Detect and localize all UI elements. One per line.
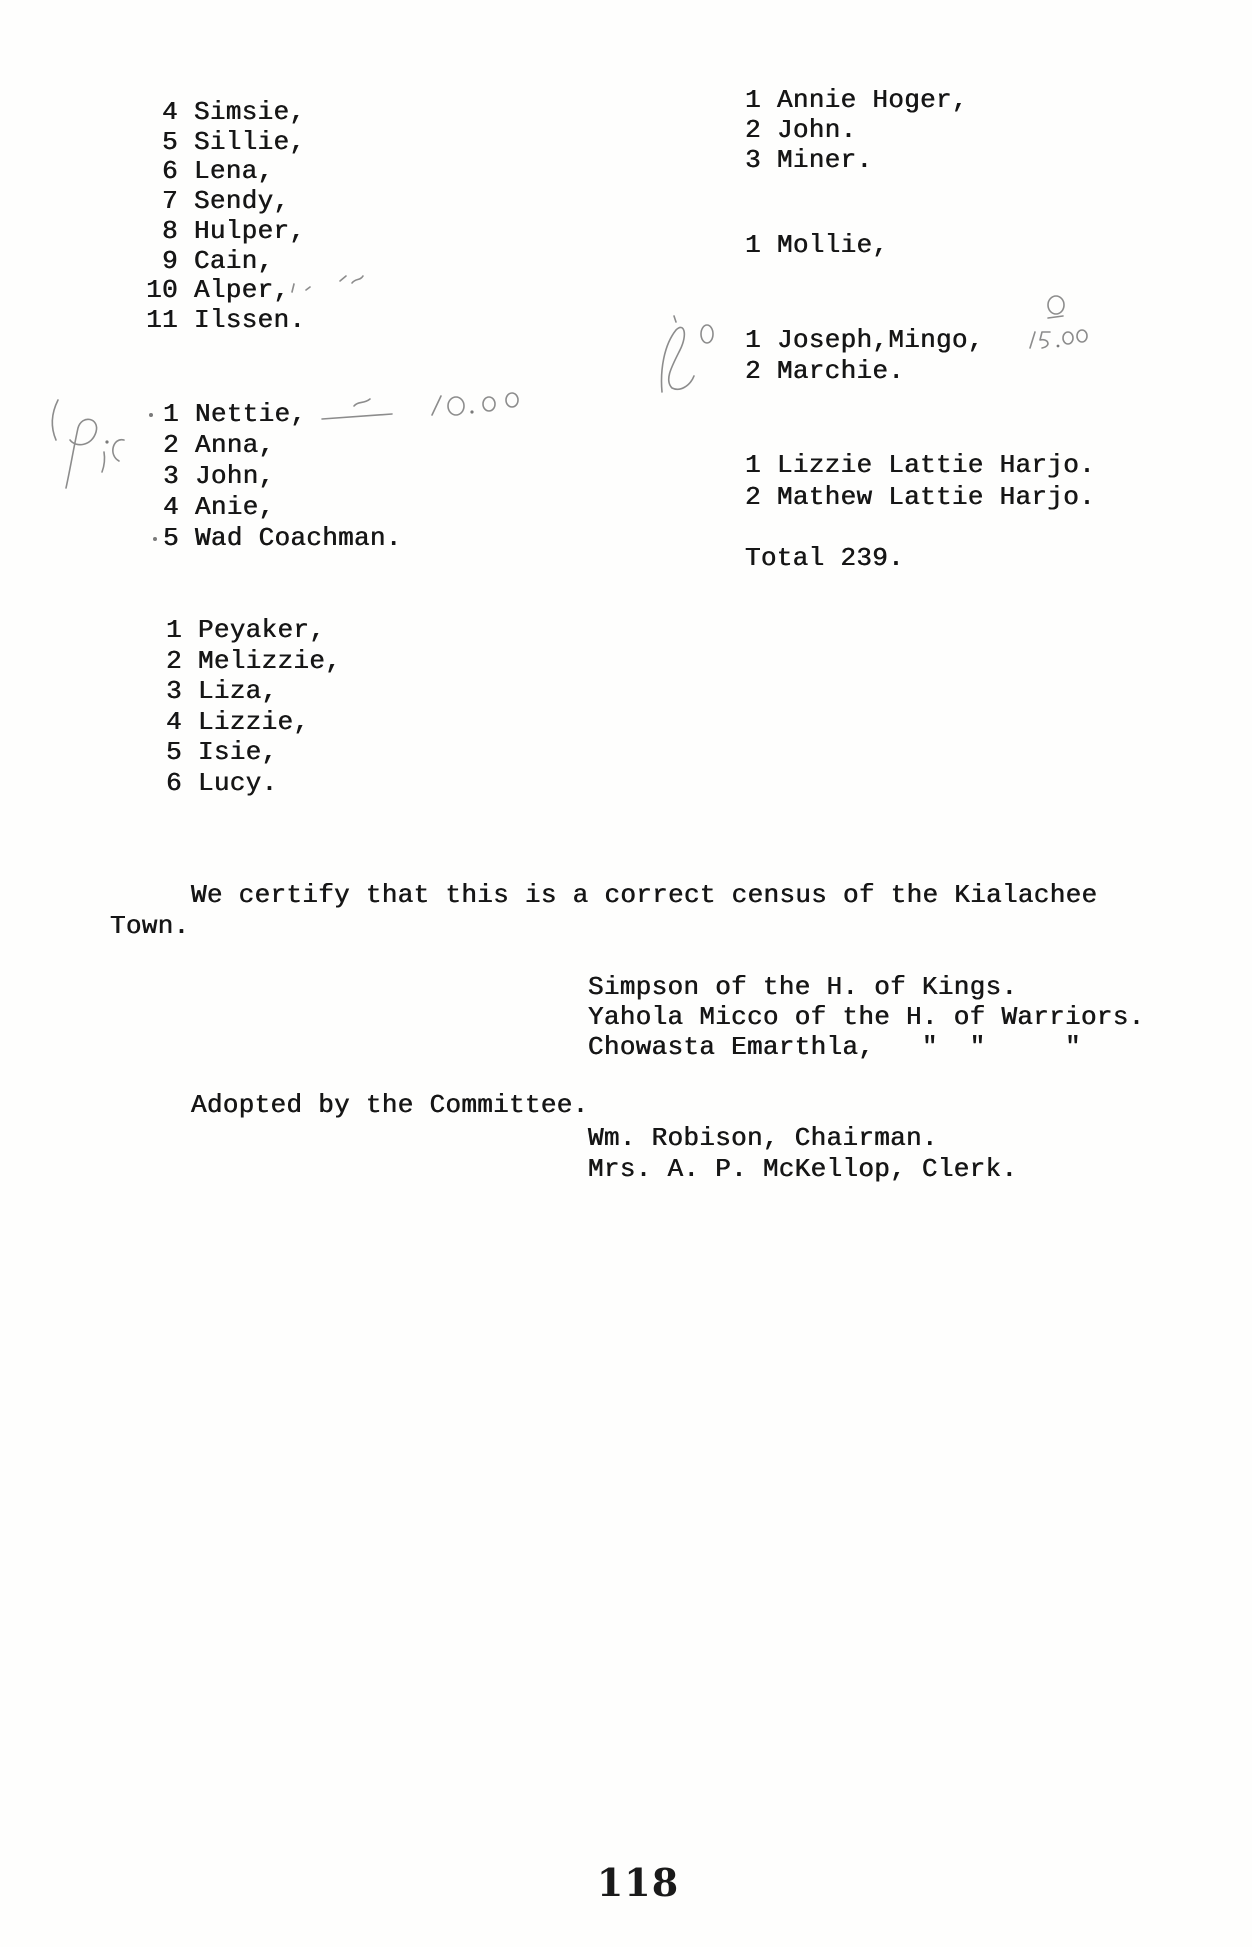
entry-number: 3 [163, 461, 179, 491]
pencil-dot [1057, 345, 1060, 348]
entry-number: 6 [166, 767, 182, 798]
entry-number: 4 [162, 97, 178, 127]
census-entry [146, 157, 305, 187]
census-entry [150, 768, 341, 799]
pencil-stroke [432, 396, 441, 415]
census-entry [150, 737, 341, 768]
entry-name: Alper, [194, 275, 290, 306]
entry-number: 5 [166, 737, 182, 767]
pencil-stroke [306, 287, 310, 290]
entry-name: Peyaker, [198, 615, 326, 645]
census-total: Total 239. [745, 543, 905, 573]
entry-number: 2 [745, 482, 761, 512]
entry-number: 10 [146, 275, 178, 306]
chairman-line: Wm. Robison, Chairman. [588, 1123, 938, 1153]
signers-block [588, 972, 1145, 1062]
entry-name: Anna, [195, 430, 275, 460]
census-group-left-3 [150, 615, 341, 798]
entry-name: Joseph,Mingo, [777, 325, 984, 355]
pencil-mark-mingo [1030, 296, 1087, 348]
pencil-stroke [1040, 332, 1050, 348]
entry-number: 5 [162, 126, 178, 157]
census-entry [150, 646, 341, 677]
entry-name: Mollie, [777, 230, 889, 260]
census-entry [147, 461, 402, 492]
entry-name: Miner. [777, 145, 873, 175]
pencil-stroke [102, 452, 105, 472]
census-entry [745, 85, 968, 115]
entry-name: Mathew Lattie Harjo. [777, 482, 1096, 512]
census-group-left-1 [146, 98, 305, 336]
census-entry [146, 247, 305, 277]
pencil-stroke [1077, 330, 1087, 342]
signer-line: Chowasta Emarthla, " " " [588, 1032, 1081, 1062]
census-entry [745, 356, 984, 387]
census-entry [146, 276, 305, 306]
entry-name: Hulper, [194, 215, 306, 246]
census-entry [745, 449, 1095, 481]
pencil-mark-left-margin [52, 400, 124, 488]
entry-number: 3 [166, 676, 182, 706]
census-group-right-3 [745, 325, 984, 387]
entry-number: 1 [166, 615, 182, 645]
entry-number: 2 [745, 115, 761, 145]
entry-name: Wad Coachman. [195, 523, 402, 553]
pencil-dot [470, 410, 473, 413]
census-entry [745, 481, 1095, 513]
pencil-stroke [483, 397, 495, 411]
entry-name: John. [777, 115, 857, 145]
entry-name: Lizzie, [198, 706, 310, 737]
entry-name: Lucy. [198, 767, 278, 798]
entry-number: 3 [745, 145, 761, 175]
entry-name: Lizzie Lattie Harjo. [777, 450, 1096, 480]
census-entry [150, 707, 341, 738]
entry-number: 1 [163, 399, 179, 429]
census-entry [745, 230, 888, 260]
census-entry [146, 187, 305, 217]
entry-number: 2 [163, 430, 179, 460]
pencil-stroke [506, 393, 518, 407]
entry-number: 5 [163, 523, 179, 553]
entry-number: 6 [162, 156, 178, 187]
pencil-dot [105, 440, 108, 443]
entry-name: Lena, [194, 156, 274, 187]
entry-number: 8 [162, 215, 178, 246]
pencil-stroke [52, 400, 58, 440]
pencil-stroke [701, 325, 713, 343]
certification-statement: We certify that this is a correct census of the Kialachee [191, 880, 1098, 910]
entry-name: Marchie. [777, 356, 905, 386]
entry-number: 9 [162, 245, 178, 276]
census-entry [745, 325, 984, 356]
entry-number: 4 [163, 492, 179, 522]
census-group-right-4 [745, 449, 1095, 513]
signer-line: Yahola Micco of the H. of Warriors. [588, 1002, 1145, 1032]
entry-number: 2 [166, 645, 182, 676]
entry-number: 1 [745, 450, 761, 480]
census-entry [147, 430, 402, 461]
pencil-stroke [66, 419, 97, 488]
census-entry [150, 676, 341, 707]
census-entry [150, 615, 341, 646]
entry-name: Liza, [198, 676, 278, 706]
census-entry [146, 306, 305, 336]
census-entry [146, 128, 305, 158]
census-entry [745, 145, 968, 175]
pencil-stroke [352, 276, 363, 283]
entry-name: John, [195, 461, 275, 491]
entry-name: Cain, [194, 245, 274, 276]
census-group-right-1 [745, 85, 968, 175]
census-entry [147, 492, 402, 523]
census-entry [146, 217, 305, 247]
pencil-stroke [1063, 332, 1073, 344]
pencil-stroke [674, 316, 676, 322]
entry-number: 7 [162, 186, 178, 217]
census-group-left-2 [147, 399, 402, 554]
census-entry [147, 523, 402, 554]
census-entry [147, 399, 402, 430]
clerk-line: Mrs. A. P. McKellop, Clerk. [588, 1154, 1018, 1184]
page-number: 118 [596, 1860, 680, 1905]
entry-number: 1 [745, 85, 761, 115]
pencil-mark-joseph [662, 316, 713, 392]
entry-name: Sillie, [194, 126, 306, 157]
census-group-right-2 [745, 230, 888, 260]
entry-number: 1 [745, 230, 761, 260]
entry-number: 4 [166, 706, 182, 737]
entry-name: Ilssen. [194, 304, 306, 335]
entry-name: Isie, [198, 737, 278, 767]
certification-statement-continued: Town. [110, 911, 190, 941]
pencil-stroke [1048, 316, 1063, 318]
committee-block [588, 1123, 1017, 1185]
entry-number: 2 [745, 356, 761, 386]
entry-name: Simsie, [194, 97, 306, 127]
pencil-stroke [1030, 332, 1035, 348]
entry-name: Nettie, [195, 399, 307, 429]
entry-name: Sendy, [194, 186, 290, 217]
pencil-stroke [340, 276, 346, 281]
pencil-stroke [448, 397, 464, 415]
signer-line: Simpson of the H. of Kings. [588, 972, 1018, 1002]
pencil-stroke [1048, 296, 1064, 314]
entry-number: 1 [745, 325, 761, 355]
census-entry [146, 98, 305, 128]
entry-name: Annie Hoger, [777, 85, 968, 115]
entry-number: 11 [146, 304, 178, 335]
entry-name: Anie, [195, 492, 275, 522]
pencil-stroke [662, 327, 694, 392]
entry-name: Melizzie, [198, 645, 342, 676]
adoption-statement: Adopted by the Committee. [191, 1090, 589, 1120]
census-entry [745, 115, 968, 145]
pencil-stroke [113, 440, 124, 461]
